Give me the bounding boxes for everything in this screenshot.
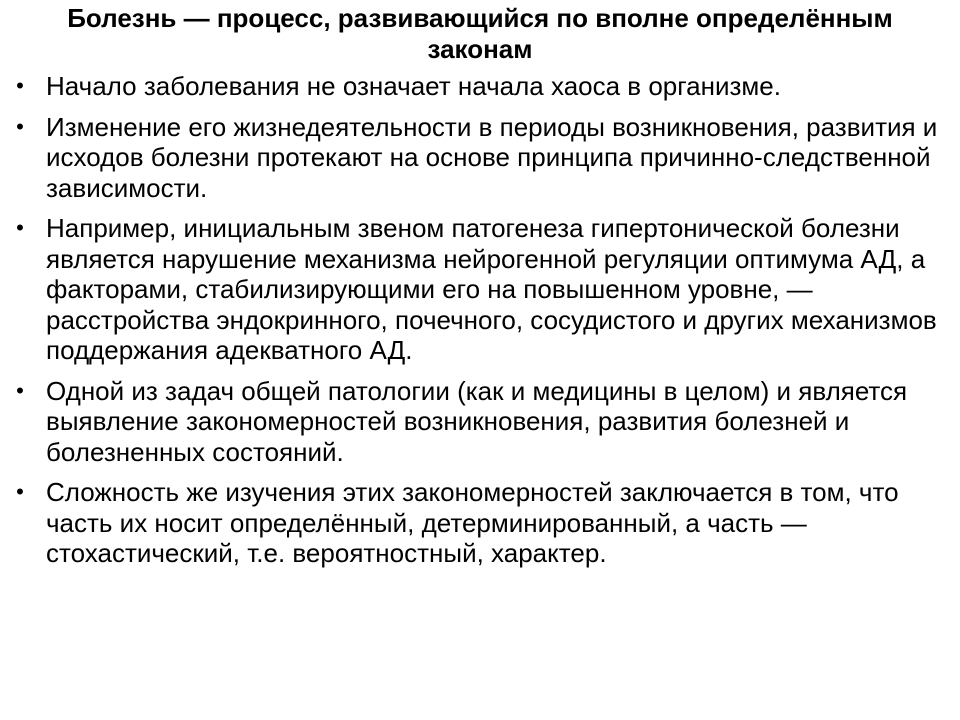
bullet-item: [10, 213, 950, 366]
bullet-dot-icon: •: [16, 113, 24, 139]
bullet-dot-icon: •: [16, 377, 24, 403]
bullet-item: [10, 112, 950, 204]
bullet-dot-icon: •: [16, 479, 24, 504]
bullet-list: [10, 71, 950, 579]
slide-title: Болезнь — процесс, развивающийся по вполне определённым законам: [67, 3, 893, 64]
bullet-text: Изменение его жизнедеятельности в периоды возникновения, развития и исходов болезни протекают на основе принципа причинно-следственной зависимости.: [46, 111, 938, 203]
bullet-dot-icon: •: [16, 215, 24, 240]
bullet-text: Например, инициальным звеном патогенеза гипертонической болезни является нарушение механизма нейрогенной регуляции оптимума АД, а факторами, стабилизирующими его на повышенном уровне, — расстройства эндокринного, почечного, сосудистого и других механизмов поддержания адекватного АД.: [46, 213, 937, 365]
bullet-dot-icon: •: [16, 73, 24, 98]
bullet-item: [10, 376, 950, 468]
bullet-item: [10, 71, 950, 102]
bullet-text: Начало заболевания не означает начала хаоса в организме.: [46, 71, 781, 101]
bullet-item: [10, 477, 950, 569]
bullet-text: Одной из задач общей патологии (как и медицины в целом) и является выявление закономерностей возникновения, развития болезней и болезненных состояний.: [46, 375, 908, 467]
bullet-text: Сложность же изучения этих закономерностей заключается в том, что часть их носит определённый, детерминированный, а часть — стохастический, т.е. вероятностный, характер.: [46, 477, 899, 568]
